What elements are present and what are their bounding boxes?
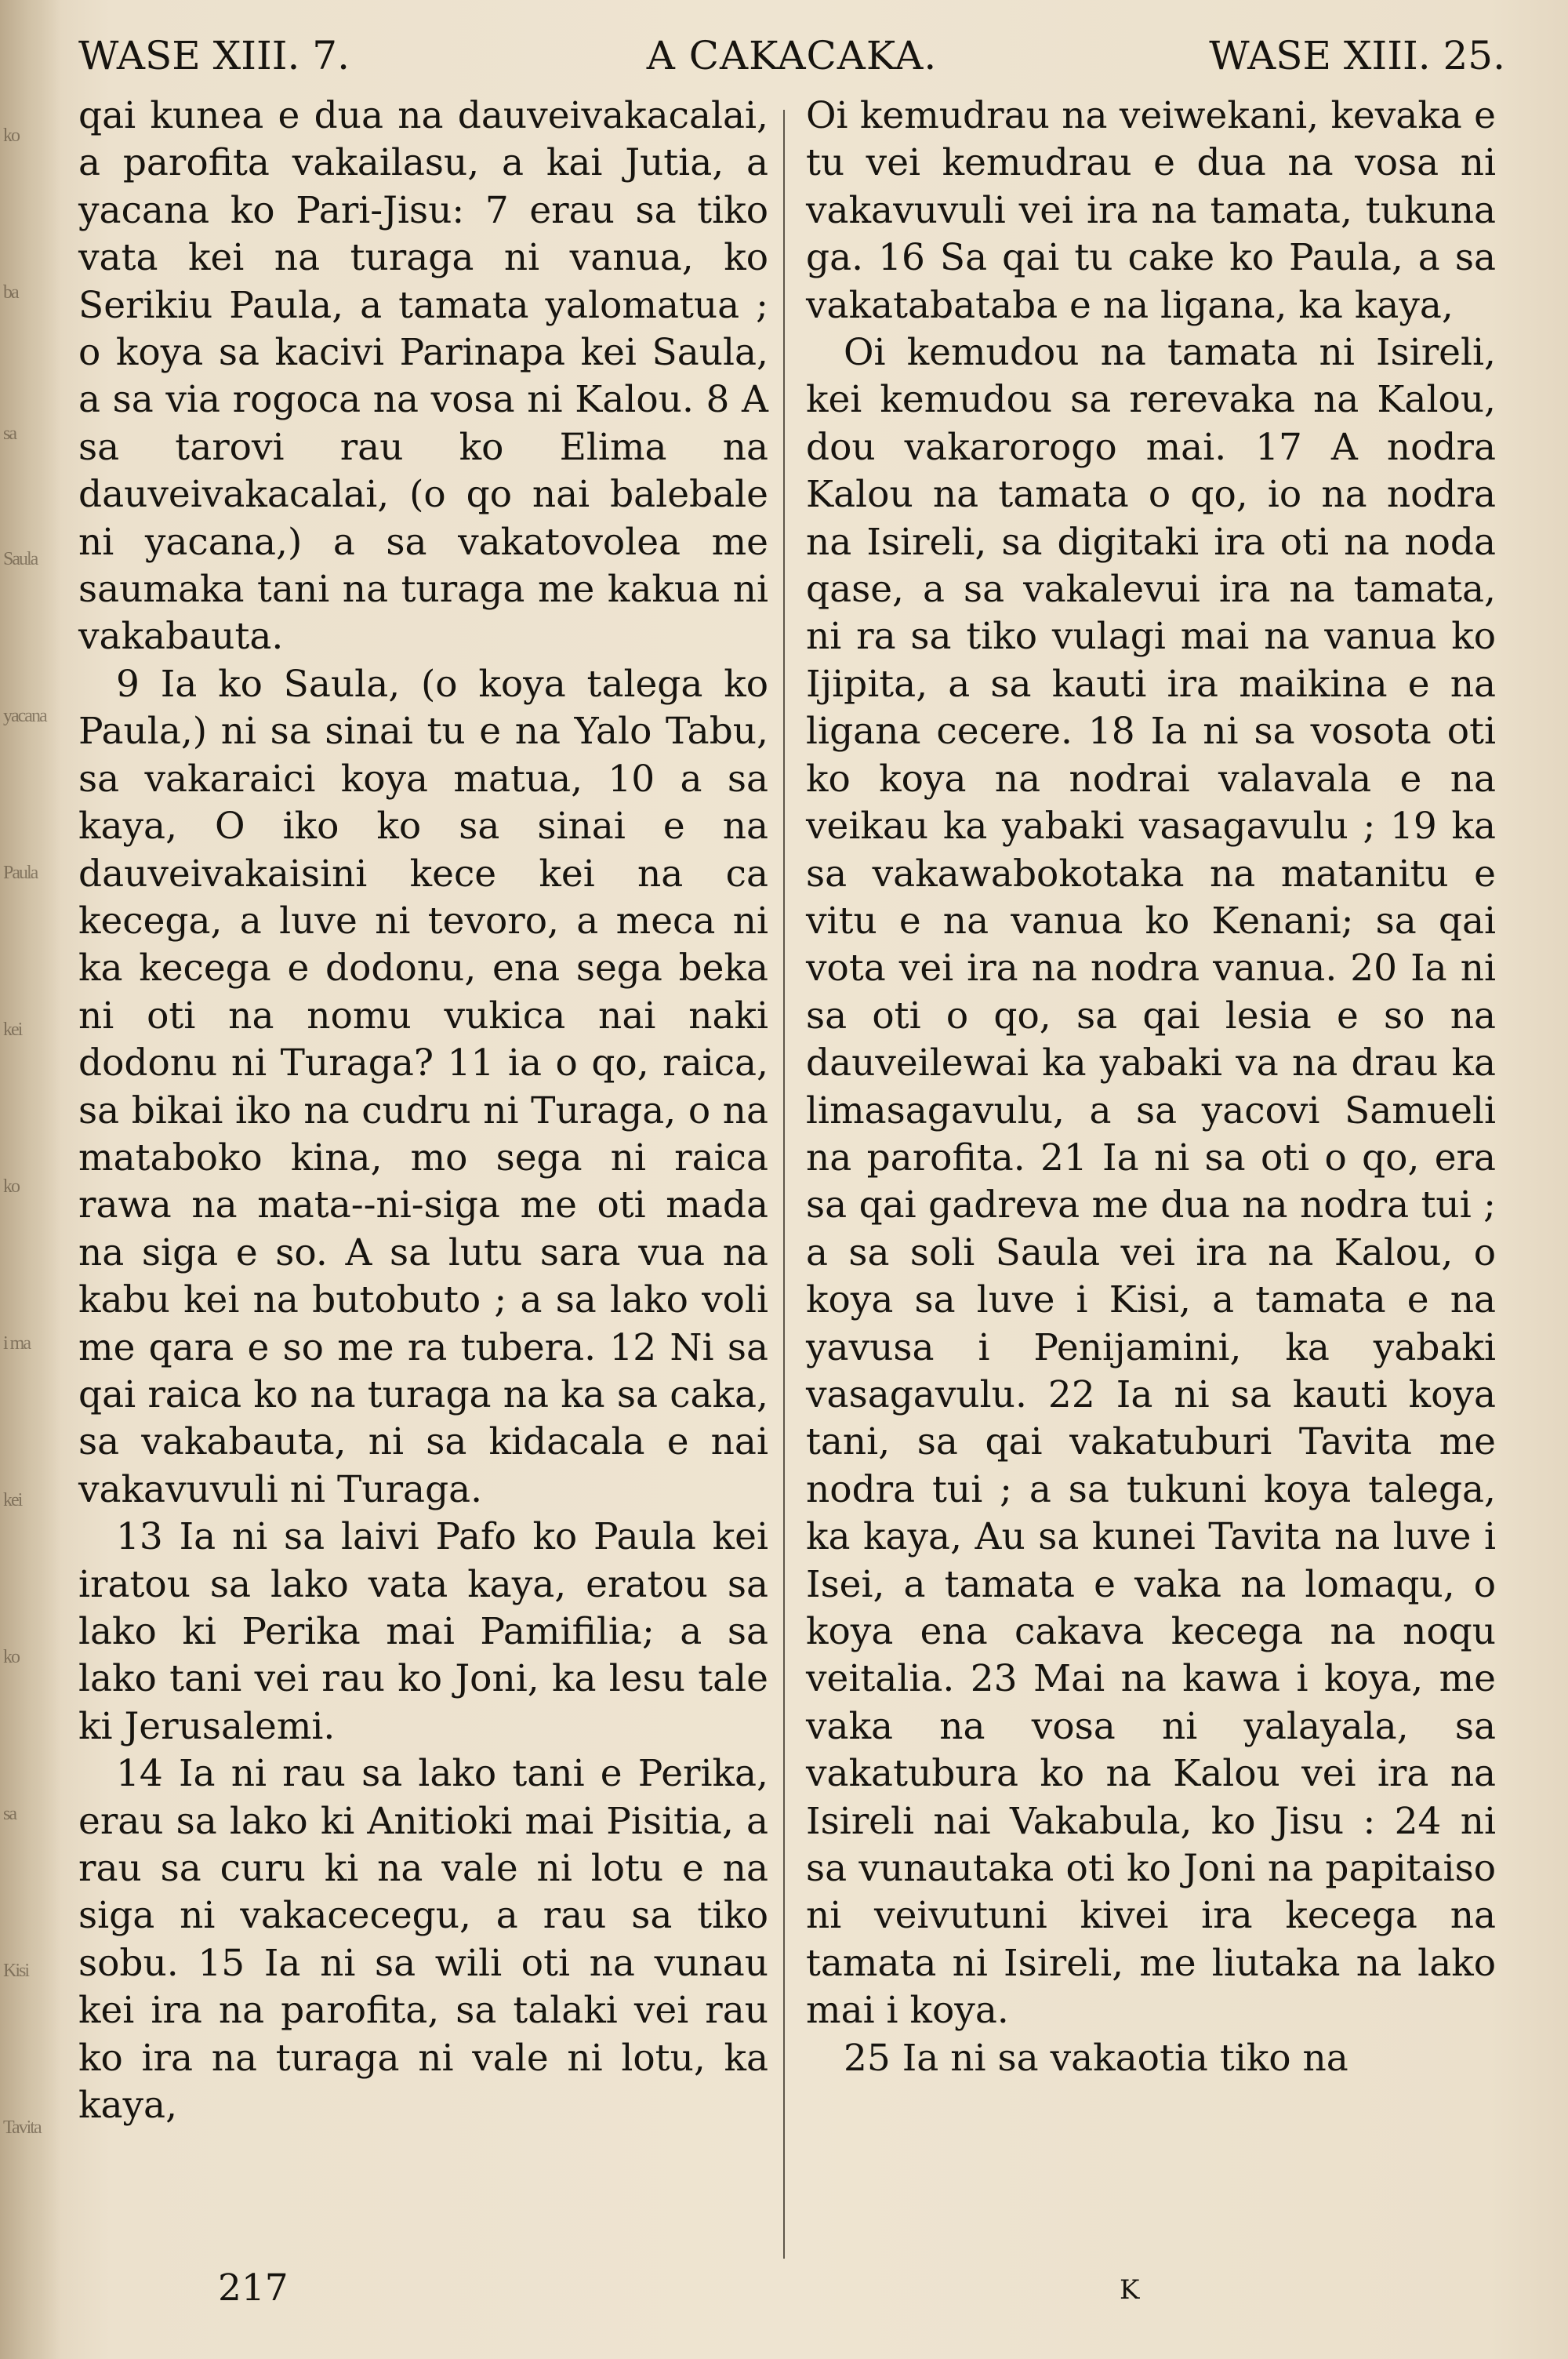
bleed-fragment: Kisi <box>3 1961 29 1981</box>
bleed-fragment: Saula <box>3 549 38 569</box>
bleed-fragment: ko <box>3 1176 19 1197</box>
bleed-fragment: sa <box>3 423 16 444</box>
paragraph: qai kunea e dua na dauveivakacalai, a parofita vakailasu, a kai Jutia, a yacana ko Pari-Jisu: 7 erau sa tiko vata kei na turaga ni vanua, ko Serikiu Paula, a tamata yalomatua ; o koya sa kacivi Parinapa kei Saula, a sa via rogoca na vosa ni Kalou. 8 A sa tarovi rau ko Elima na dauveivakacalai, (o qo nai balebale ni yacana,) a sa vakatovolea me saumaka tani na turaga me kakua ni vakabauta. <box>78 94 768 659</box>
paragraph: Oi kemudou na tamata ni Isireli, kei kemudou sa rerevaka na Kalou, dou vakarorogo mai. 17 A nodra Kalou na tamata o qo, io na nodra na Isireli, sa digitaki ira oti na noda qase, a sa vakalevui ira na tamata, ni ra sa tiko vulagi mai na vanua ko Ijipita, a sa kauti ira maikina e na ligana cecere. 18 Ia ni sa vosota oti ko koya na nodrai valavala e na veikau ka yabaki vasagavulu ; 19 ka sa vakawabokotaka na matanitu e vitu e na vanua ko Kenani; sa qai vota vei ira na nodra vanua. 20 Ia ni sa oti o qo, sa qai lesia e so na dauveilewai ka yabaki va na drau ka limasagavulu, a sa yacovi Samueli na parofita. 21 Ia ni sa oti o qo, era sa qai gadreva me dua na nodra tui ; a sa soli Saula vei ira na Kalou, o koya sa luve i Kisi, a tamata e na yavusa i Penijamini, ka yabaki vasagavulu. 22 Ia ni sa kauti koya tani, sa qai vakatuburi Tavita me nodra tui ; a sa tukuni koya talega, ka kaya, Au sa kunei Tavita na luve i Isei, a tamata e vaka na lomaqu, o koya ena cakava kecega na noqu veitalia. 23 Mai na kawa i koya, me vaka na vosa ni yalayala, sa vakatubura ko na Kalou vei ira na Isireli nai Vakabula, ko Jisu : 24 ni sa vunautaka oti ko Joni na papitaiso ni veivutuni kivei ira kecega na tamata ni Isireli, me liutaka na lako mai i koya. <box>806 331 1496 2033</box>
header-right-reference: WASE XIII. 25. <box>1209 33 1505 78</box>
paragraph: 25 Ia ni sa vakaotia tiko na <box>844 2036 1348 2080</box>
paragraph: Oi kemudrau na veiwekani, kevaka e tu vei kemudrau e dua na vosa ni vakavuvuli vei ira na tamata, tukuna ga. 16 Sa qai tu cake ko Paula, a sa vakatabataba e na ligana, ka kaya, <box>806 94 1496 327</box>
running-header <box>78 31 1505 80</box>
header-left-reference: WASE XIII. 7. <box>78 33 350 78</box>
bleed-fragment: ba <box>3 282 18 303</box>
bleed-fragment: kei <box>3 1490 22 1510</box>
bleed-fragment: sa <box>3 1804 16 1824</box>
paragraph: 9 Ia ko Saula, (o koya talega ko Paula,) ni sa sinai tu e na Yalo Tabu, sa vakaraici koya matua, 10 a sa kaya, O iko ko sa sinai e na dauveivakaisini kece kei na ca kecega, a luve ni tevoro, a meca ni ka kecega e dodonu, ena sega beka ni oti na nomu vukica nai naki dodonu ni Turaga? 11 ia o qo, raica, sa bikai iko na cudru ni Turaga, o na mataboko kina, mo sega ni raica rawa na mata--ni-siga me oti mada na siga e so. A sa lutu sara vua na kabu kei na butobuto ; a sa lako voli me qara e so me ra tubera. 12 Ni sa qai raica ko na turaga na ka sa caka, sa vakabauta, ni sa kidacala e nai vakavuvuli ni Turaga. <box>78 662 768 1511</box>
previous-page-bleed <box>0 0 61 2359</box>
paragraph: 13 Ia ni sa laivi Pafo ko Paula kei iratou sa lako vata kaya, eratou sa lako ki Perika mai Pamifilia; a sa lako tani vei rau ko Joni, ka lesu tale ki Jerusalemi. <box>78 1515 768 1748</box>
bleed-fragment: ko <box>3 1647 19 1667</box>
signature-mark: K <box>1120 2274 1141 2306</box>
bleed-fragment: Paula <box>3 863 38 883</box>
bleed-fragment: i ma <box>3 1333 30 1354</box>
bleed-fragment: kei <box>3 1020 22 1040</box>
right-column <box>806 93 1496 2082</box>
bleed-fragment: yacana <box>3 706 46 726</box>
header-book-title: A CAKACAKA. <box>646 33 938 78</box>
page-number: 217 <box>218 2266 289 2310</box>
left-column <box>78 93 768 2129</box>
bleed-fragment: ko <box>3 125 19 146</box>
column-divider <box>783 110 785 2259</box>
paragraph: 14 Ia ni rau sa lako tani e Perika, erau sa lako ki Anitioki mai Pisitia, a rau sa curu ki na vale ni lotu e na siga ni vakacecegu, a rau sa tiko sobu. 15 Ia ni sa wili oti na vunau kei ira na parofita, sa talaki vei rau ko ira na turaga ni vale ni lotu, ka kaya, <box>78 1752 768 2128</box>
bleed-fragment: Tavita <box>3 2117 41 2138</box>
